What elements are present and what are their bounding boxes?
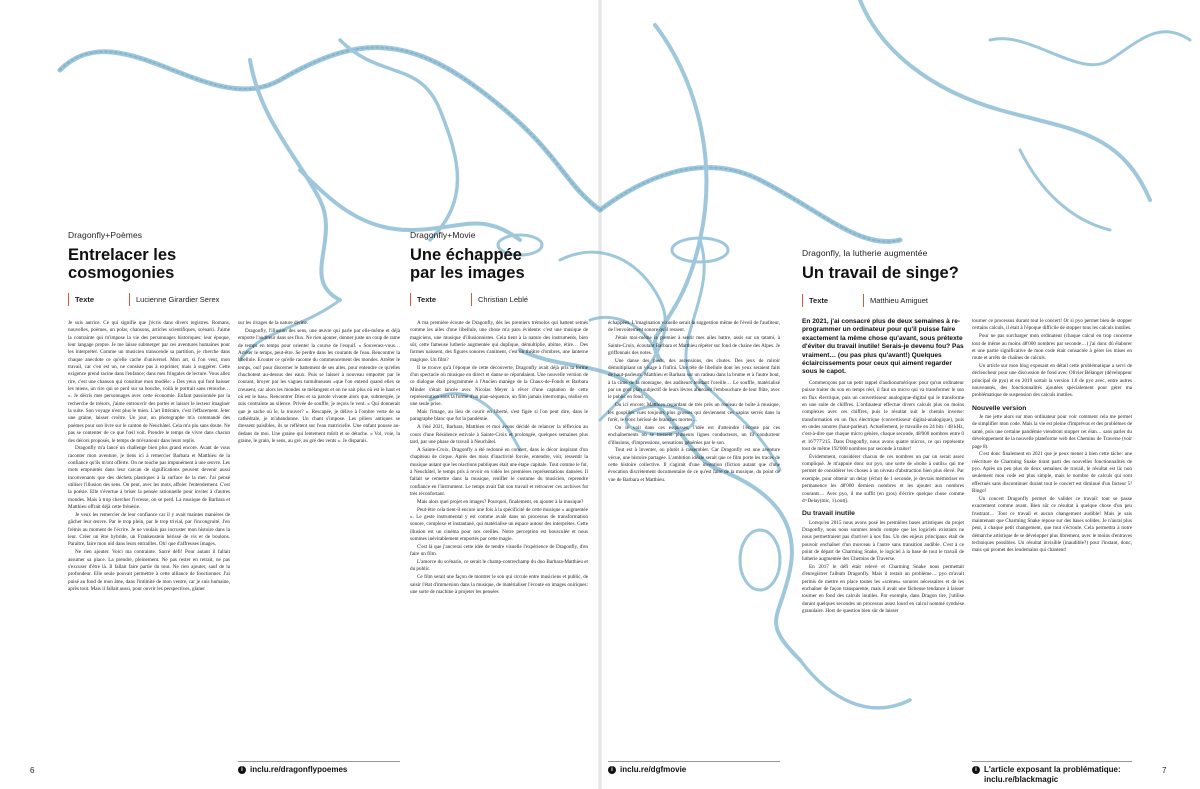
article-header-movie bbox=[410, 230, 586, 306]
text-column-2 bbox=[238, 320, 400, 470]
paragraph: Il se trouve qu'à l'époque de cette découverte, Dragonfly avait déjà pris la forme d'un spectacle où musique en direct et danse se répondaient. Une nouvelle version de ce dialogue était programmée à l'Ancien manège de la Chaux-de-Fonds et Barbara Minder s'était lancée avec Nicolas Meyer à rêver d'une captation de cette représentation sous la forme d'un plan-séquence, un film jamais interrompu, réalisé en une seule prise. bbox=[410, 364, 588, 408]
paragraph: A Sainte-Croix, Dragonfly a été redonné en concert, dans le décor inspirant d'un chapiteau de cirque. Après des mois d'inactivité forcée, entendre, voir, ressentir la musique autant que les réactions publiques était une étape capitale. Tout comme le fut, à Neuchâtel, le temps pris à revoir en vidéo les premières représentations dansées. Il fallait se remettre dans la musique, renifler le costume du musicien, reprendre confiance en l'instrument. Le temps avait fait son travail et retrouver ces archives fut très réconfortant. bbox=[410, 446, 588, 497]
article-kicker: Dragonfly, la lutherie augmentée bbox=[802, 248, 928, 258]
byline-divider bbox=[129, 293, 130, 306]
paragraph: Commençons par un petit rappel d'audionumérique: pour qu'un ordinateur puisse traiter du son en temps réel, il faut un micro qui va transformer le son en flux électrique, puis un convertisseur analogique-digital qui le transforme en une suite de chiffres. L'ordinateur effectue divers calculs plus ou moins complexes avec ces chiffres, puis le résultat suit le chemin inverse: transformation en un flux électrique (convertisseur digital-analogique), puis en ondes sonores (haut-parleur). Actuellement, je travaille en 24 bits / 48 kHz, c'est-à-dire que chaque micro génère, chaque seconde, 48'000 nombres entre 0 et 16'777'215. Dans Dragonfly, nous avons quatre micros, ce qui représente tout de même 192'000 nombres par seconde à traiter! bbox=[802, 379, 964, 452]
title-line: Entrelacer les bbox=[68, 246, 177, 264]
paragraph: Un concert Dragonfly permet de valider ce travail: tout se passe exactement comme avant. Bien sûr ce résultat à quelque chose d'un peu frustrant… Tout ce travail et aucun changement audible! Mais je sais maintenant que Charming Snake repose sur des bases solides. Je n'aurai plus peur, à chaque petit changement, que tout s'écroule. Cela permettra à notre démarche artistique de se développer plus librement, avec le moins d'entraves techniques possibles. Un résultat invisible (inaudible?) pour l'instant, donc, mais qui promet des lendemains qui chantent! bbox=[972, 495, 1132, 554]
article-header-poemes bbox=[68, 230, 238, 306]
text-column-5 bbox=[802, 318, 964, 758]
paragraph: sur les rivages de la nature divine. bbox=[238, 320, 309, 326]
byline-label: Texte bbox=[809, 296, 829, 306]
footer-link-text[interactable]: inclu.re/dragonflypoemes bbox=[250, 765, 348, 774]
paragraph: Dragonfly m'a lancé un challenge bien plus grand encore. Avant de vous raconter mon aventure, je tiens ici à remercier Barbara et Matthieu de la confiance qu'ils m'ont offerte. On ne touche pas impunément à une œuvre. Les mots empruntés dans leur carcan de significations peuvent devenir aussi inconvenants que des déchets plastiques à la surface de la mer. J'ai pensé utiliser l'illusion des sens. On peut, avec les mots, affoler l'entendement. C'est la poésie. Elle s'évertue à briser la pensée rationnelle pour inviter à d'autres mondes. Mais à trop chercher l'ivresse, on se perd. La musique de Barbara et Matthieu offrait déjà cette frénésie. bbox=[68, 445, 230, 511]
footer-link-caption: L'article exposant la problématique: bbox=[984, 765, 1121, 774]
paragraph: On le voit dans ces esquisses, l'idée est d'atteindre l'écoute par ces enchaînements où se tressent plusieurs lignes conducteurs, un fil conducteur d'illusions, d'impressions, sensations générées par le son. bbox=[608, 424, 780, 446]
title-line: Une échappée bbox=[410, 246, 522, 264]
article-kicker: Dragonfly+Poèmes bbox=[68, 230, 143, 240]
author-name: Matthieu Amiguet bbox=[870, 296, 928, 306]
paragraph: échappées. L'imagination visuelle serait la suggestion même de l'éveil de l'auditeur, de l'envoûtement sonore qu'il ressent. bbox=[608, 320, 780, 334]
text-column-4 bbox=[608, 320, 780, 580]
article-title bbox=[802, 264, 962, 282]
byline-label: Texte bbox=[75, 294, 95, 304]
page-gutter bbox=[598, 0, 602, 789]
paragraph: tourner ce processus durant tout le concert! Or si pyo permet bien de stopper certains calculs, il était à l'époque difficile de stopper tous les calculs inutiles. bbox=[972, 318, 1132, 332]
paragraph: Dragonfly, l'illusion des sens, une œuvre qui parle par elle-même et déjà emporte l'auditeur dans ses flux. Ne rien ajouter, donner juste un coup de rame de temps en temps pour orienter la course de l'esquif. « Souvenez-vous… Arrêter le temps, peut-être. Se perdre dans les courants de l'eau. Rencontrer la libellule. Ecouter ce qu'elle raconte du commencement des mondes. Arrêter le temps, oui! pour discerner le battement de ses ailes, pour entendre ce qu'elles chuchotent au-dessus des eaux. Puis se laisser à nouveau emporter par le courant, broyer par les vagues tumultueuses «que l'on entend quand elles se creusent, car alors les mondes se mélangent et on ne sait plus où est le haut et où est le bas». Rencontrer Dieu et sa parole vivante alors que, submergée, je suis contrainte au silence. Privée de souffle, je reçois le vent. « Qui donnerait que je sache où le, la trouver? ». Rescapée, je délive à l'ombre verte de sa cathédrale, je m'abandonne. Un chant s'impose. Les piliers antiques se dressent paisibles, ils se reflètent sur l'eau matricielle. Une enfant pousse au-dedans de moi. Une graine qui lentement mûrit et se détache. « Vol, voie, la graine, le grain, le sens, au gré, au gré des vents ». Je disparais. bbox=[238, 327, 400, 444]
paragraph: L'amorce du scénario, ce serait le champ-contrechamp du duo Barbara-Matthieu et du public. bbox=[410, 559, 588, 573]
paragraph: C'est là que j'ancrerai cette idée de tendre visuelle l'expérience de Dragonfly, d'en faire un film. bbox=[410, 543, 588, 558]
byline bbox=[68, 293, 238, 306]
paragraph: Évidemment, considérer chacun de ces nombres un par un serait assez compliqué. Je m'appuie donc sur pyo, une sorte de «boîte à outils» qui me permet de considérer les choses à un niveau d'abstraction bien plus élevé. Par exemple, pour obtenir un delay (écho) de 1 seconde, je devrais mémoriser en permanence les 48'000 derniers nombres et les ajouter aux nombres courants… Avec pyo, il me suffit (en gros) d'écrire quelque chose comme d=Delay(mic, 1).out(). bbox=[802, 453, 964, 504]
section-heading: Du travail inutile bbox=[802, 510, 855, 518]
footer-rule bbox=[972, 761, 1132, 762]
paragraph: Mais l'image, au lieu de courir en liberté, s'est figée si l'on peut dire, dans le paragraphe blanc que fut la pandémie. bbox=[410, 409, 588, 423]
footer-link-movie[interactable] bbox=[608, 765, 686, 774]
article-title bbox=[68, 246, 238, 283]
link-icon: i bbox=[972, 766, 980, 774]
link-icon: i bbox=[608, 766, 616, 774]
footer-link-lutherie[interactable] bbox=[972, 765, 1121, 785]
paragraph: Ou ici encore: Matthieu regardant de très près un rouleau de boîte à musique, les goupilles vues toujours plus grosses qui deviennent ces sapins serrés dans la forêt, le tronc hérissé de branches mortes… bbox=[608, 402, 780, 423]
text-column-6 bbox=[972, 318, 1132, 758]
footer-link-text[interactable]: inclu.re/blackmagic bbox=[984, 775, 1059, 784]
byline-divider bbox=[863, 294, 864, 307]
paragraph: Une danse des pieds, des ascensions, des chutes. Des jeux de miroir démultipliant un visage à l'infini. Une tête de libellule dont les yeux seraient faits de haut-parleurs. Matthieu et Barbara sur un radeau dans la brume et à l'autre bout, à la cime de la montagne, des auditeurs tendant l'oreille… Le souffle, matérialisé par un gros plan subjectif de leurs lèvres abordant l'embouchure de leur flûte, avec le public en fond… bbox=[608, 357, 780, 401]
byline-label: Texte bbox=[417, 294, 437, 304]
paragraph: Pour ne pas surcharger mon ordinateur (chaque calcul en trop concerne tout de même au moins 48'000 nombres par seconde…) j'ai donc dû élaborer et une partie significative de mon code était consacrée à gérer les mises en route et arrêts de chaînes de calculs. bbox=[972, 333, 1132, 362]
paragraph: Peut-être cela tient-il encore une fois à la spécificité de cette musique « augmentée ». Le geste instrumental y est comme avalé dans un processus de transformation sonore, complexe et instantané, qui matérialise un espace autour des interprètes. Cette illusion est un cinéma pour nos oreilles. Notre perception est bousculée et nous sommes inévitablement emportés par cette magie. bbox=[410, 506, 588, 542]
paragraph: A ma première écoute de Dragonfly, dès les premiers trémolos qui battent semés comme les ailes d'une libellule, une chose m'a paru évidente: c'est une musique de magiciens, une musique d'illusionnistes. Cela tient à la nature des instruments, bien sûr, cette fameuse lutherie augmentée qui duplique, démultiplie, abîme, étire… Des formes naissent, des figures sonores s'animent, c'est un théâtre d'ombres, une lanterne magique. Un film? bbox=[410, 320, 588, 363]
footer-link-block bbox=[984, 765, 1121, 785]
paragraph: En 2017 le défi était relevé et Charming Snake nous permettait d'enregistrer l'album Dragonfly. Mais il restait un problème… pyo m'avait permis de mettre en place toutes les «scènes» sonores nécessaires et de les enchaîner de façon transparente, mais il avait une fâcheuse tendance à laisser tourner en fond des calculs inutiles. Par exemple, dans Dragon tire, j'utilise durant quelques secondes un processus assez lourd en calcul nommé synthèse granulaire. Hors de question bien sûr de laisser bbox=[802, 564, 964, 615]
paragraph: Je suis autrice. Ce qui signifie que j'écris dans divers registres. Romans, nouvelles, poèmes, un polar, chansons, articles scientifiques, scénarii. J'aime la contrainte qui m'impose la vie des personnages historiques; leur époque, leur langage propre. Je me laisse submerger par ces aventures humaines pour les interpréter. Comme un musicien transcende sa partition, je cherche dans chaque anecdote ce qu'elle cache d'universel. Mon art, si l'on veut, mon travail, car c'en est un, ne consiste pas à exprimer, mais à suggérer. Cette exigence prend racine dans l'enfance; dans mes fringales de lecture. Vous allez rire, c'est une chanson qui constitue mon modèle: « Des yeux qui font baisser les miens, un rire qui se perd sur sa bouche, voilà le portrait sans retouche… ». Je décris mes personnages avec cette économie. Enfant passionnée par la recherche de trésors, j'aime entrouvrir des portes et laisser le lecteur imaginer la suite. Son voyage n'est plus le mien. L'art littéraire, c'est l'effacement. Jeter une graine, laisser croître. Un jour, un photographe m'a commandé des poèmes pour son livre sur le canton de Neuchâtel. Cela m'a plu sans doute. Ne pas se contenter de ce que l'œil voit. Prendre le temps de vivre dans chacun des décors proposés, le temps de m'évanouir dans leurs replis. bbox=[68, 320, 230, 444]
byline bbox=[802, 294, 962, 307]
title-line: cosmogonies bbox=[68, 264, 175, 283]
byline-divider bbox=[471, 293, 472, 306]
paragraph: Ne rien ajouter. Voici ma contrainte. Sacré défi! Pour autant il fallait assumer sa place. La prendre, pleinement. Ne pas rester en retrait, ne pas s'excuser d'être là. Il fallait faire partie du tout. Ne rien ajouter, sauf de la profondeur. Elle seule pouvait permettre à cette alliance de fonctionner. J'ai puisé au fond de mon âme, dans l'intimité de mon ventre, car je suis humaine, après tout. Mais il fallait aussi, pour ouvrir les perspectives, glaner bbox=[68, 549, 230, 592]
footer-rule bbox=[608, 761, 780, 762]
text-column-1 bbox=[68, 320, 230, 758]
paragraph: Tout est à inventer, ou plutôt à rassembler. Car Dragonfly est une aventure vécue, une histoire partagée. L'ambition idéale serait que ce film porte les traces de cette histoire collective. Il s'agirait d'une invention (fiction autant que d'une évocation discrètement documentaire de ce qu'est faire de la musique, du point de vue de Barbara et Matthieu. bbox=[608, 447, 780, 483]
article-lead: En 2021, j'ai consacré plus de deux semaines à re-programmer un ordinateur pour qu'il puisse faire exactement la même chose qu'avant, sous prétexte d'éviter du travail inutile! Serais-je devenu fou? Pas vraiment… (ou pas plus qu'avant!) Quelques éclaircissements pour ceux qui aiment regarder sous le capot. bbox=[802, 318, 964, 376]
author-name: Lucienne Girardier Serex bbox=[136, 294, 220, 304]
article-kicker: Dragonfly+Movie bbox=[410, 230, 476, 240]
section-heading: Nouvelle version bbox=[972, 404, 1027, 412]
paragraph: Je me jette alors sur mon ordinateur pour voir comment cela me permet de simplifier mon code. Mais la vie est pleine d'imprévus et des problèmes de santé, puis une certaine pandémie viendront stopper cet élan… sans parler du développement de la nouvelle plateforme web des Chemins de Traverse (voir page 8). bbox=[972, 414, 1132, 450]
page-number-left: 6 bbox=[30, 766, 35, 775]
author-name: Christian Leblé bbox=[478, 294, 529, 304]
byline bbox=[410, 293, 586, 306]
paragraph: Un article sur mon blog exposant en détail cette problématique a servi de déclencheur pour une discussion de fond avec Olivier Bélanger (développeur principal de pyo) et en 2019 sortait la version 1.0 de pyo avec, entre autres nouveautés, des fonctionnalités ajoutées spécialement pour gérer ma problématique de suspension des calculs inutiles. bbox=[972, 363, 1132, 399]
paragraph: Ce film serait une façon de montrer le son qui circule entre musiciens et public, de saisir l'état d'immersion dans la musique, de matérialiser l'écoute en images oniriques: une sorte de machine à projeter les pensées bbox=[410, 574, 588, 595]
paragraph: Mais alors quel projet en images? Pourquoi, finalement, en ajouter à la musique? bbox=[417, 498, 584, 505]
page-number-right: 7 bbox=[1162, 766, 1167, 775]
paragraph: Lorsqu'en 2015 nous avons posé les premières bases artistiques du projet Dragonfly, nous nous sommes tendu compte que les logiciels existants ne nous permettraient pas d'arriver à nos fins. Un des enjeux principaux était de pouvoir enchaîner d'un morceau à l'autre sans transition audible. C'est à ce point de départ de Charming Snake, le logiciel à la base de tout le travail de lutherie augmentée des Chemins de Traverse. bbox=[802, 519, 964, 563]
footer-rule bbox=[238, 761, 400, 762]
paragraph: C'est donc finalement en 2021 que je peux mener à bien cette tâche: une réécriture de Charming Snake tirant parti des nouvelles fonctionnalités de pyo. Après un peu plus de deux semaines de travail, le résultat est là: non seulement mon code est plus simple, mais le nombre de calculs qui sont effectués sans discontinuer durant tout le concert est diminué d'un facteur 5! Bingo! bbox=[972, 451, 1132, 495]
article-title bbox=[410, 246, 586, 283]
article-header-lutherie bbox=[802, 248, 962, 307]
footer-link-text[interactable]: inclu.re/dgfmovie bbox=[620, 765, 687, 774]
footer-link-poemes[interactable] bbox=[238, 765, 347, 774]
link-icon: i bbox=[238, 766, 246, 774]
text-column-3 bbox=[410, 320, 588, 758]
paragraph: A l'été 2021, Barbara, Matthieu et moi avons décidé de relancer la réflexion au cours d'une Résidence estivale à Sainte-Croix et prolongée, quelques semaines plus tard, par une phase de travail à Neuchâtel. bbox=[410, 424, 588, 445]
title-line: Un travail de singe? bbox=[802, 264, 959, 282]
paragraph: Je veux les remercier de leur confiance car il y avait maintes manières de gâcher leur œuvre. Par le trop plein, par le trop trivial, par l'incongruité. J'en frémis au moment de l'écrire. Je ne voulais pas incruster mon histoire dans la leur. Créer un être hybride, un Frankenstein hérissé de vis et de boulons. Paraître, faire mon nid dans leurs entrailles. Oh! que d'affreuses images. bbox=[68, 511, 230, 548]
paragraph: J'étais moi-même le premier à sentir mes ailes battre, assis sur un tatami, à Sainte-Croix, écoutant Barbara et Matthieu répéter sur fond de chaîne des Alpes. Je griffonnais des notes. bbox=[608, 335, 780, 356]
title-line: par les images bbox=[410, 264, 525, 283]
